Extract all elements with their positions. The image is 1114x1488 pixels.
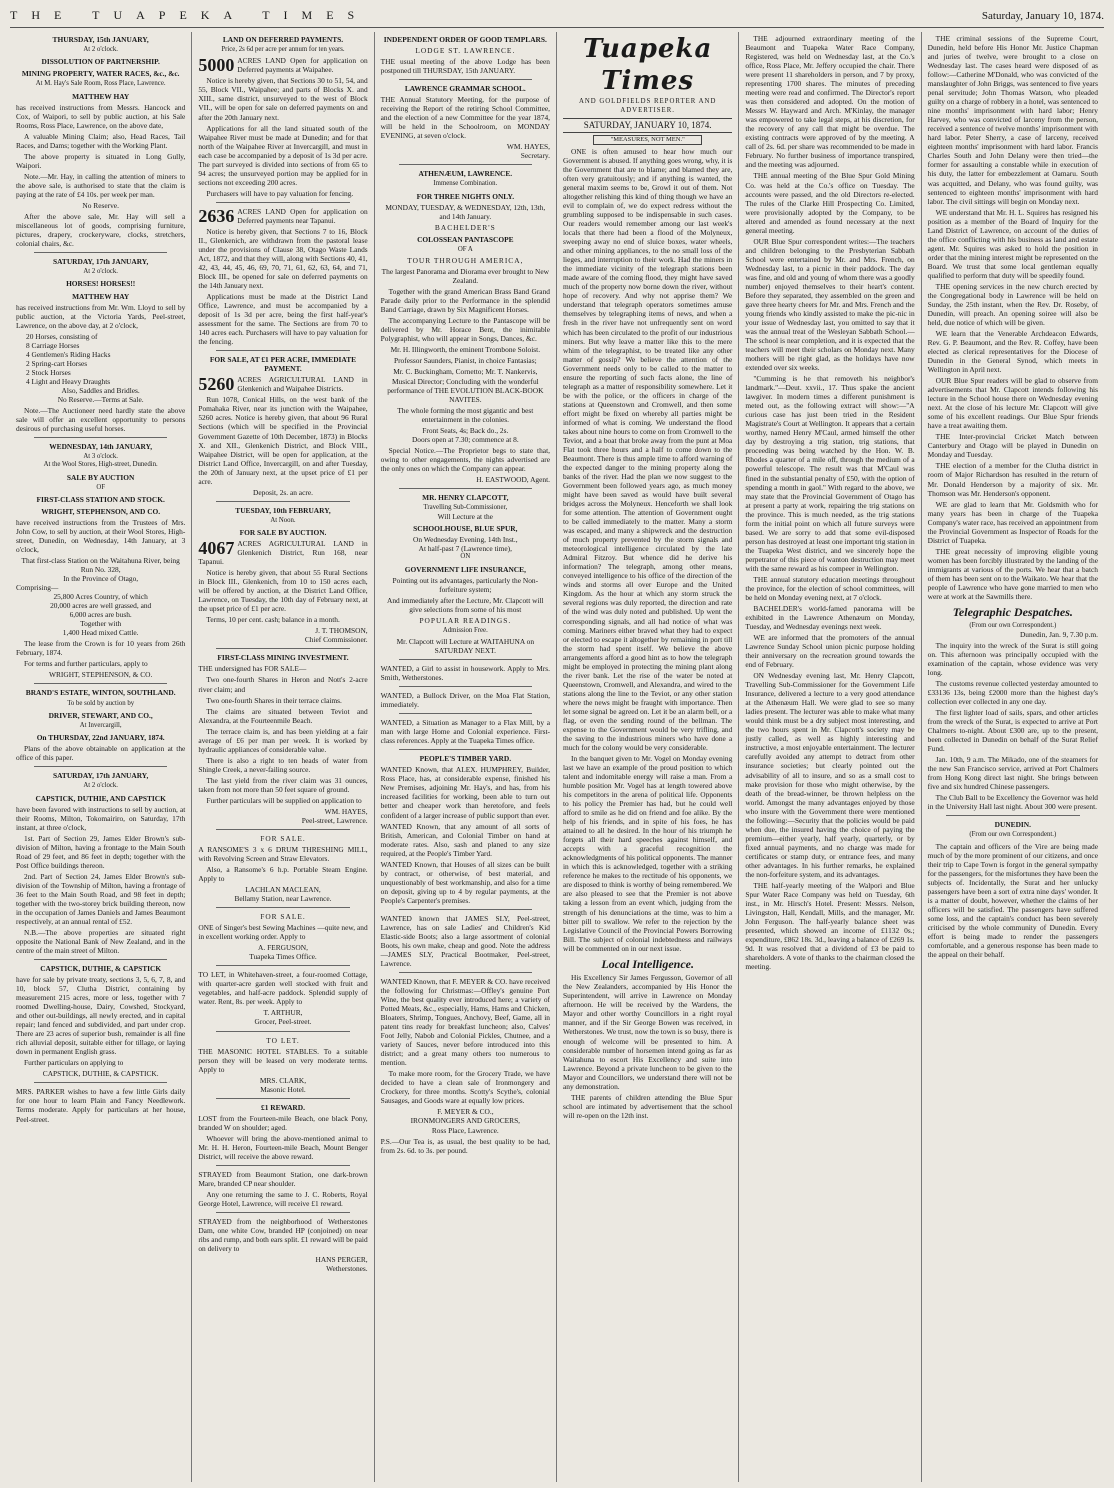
ad-headline: INDEPENDENT ORDER OF GOOD TEMPLARS. [383,35,547,44]
ad-subhead: Travelling Sub-Commissioner, [423,503,508,511]
divider [399,972,532,973]
ad-headline: £1 REWARD. [261,1102,305,1112]
motto: "MEASURES, NOT MEN." [593,135,702,145]
divider [399,488,532,489]
divider [216,829,349,830]
ad-headline: FOR THREE NIGHTS ONLY. [416,191,515,201]
ad-signature: Wetherstones. [326,1264,368,1274]
news-paragraph: THE half-yearly meeting of the Walpori and Blue Spur Water Race Company was held on Tuesday, 6th inst., in Mr. Hirsch's Hotel. Present: Messrs. Nelson, Livingston, Hall, Kendall, Mills, and the manager, Mr. John Ferguson. The half-yearly balance sheet was presented, which showed an income of £1132 0s.; expenditure, £862 18s. 3d., leaving a balance of £269 1s. 9d. It was resolved that a dividend of £3 be paid to shareholders. A vote of thanks to the chairman closed the meeting. [745,880,915,972]
auctioneer-name: MATTHEW HAY [72,291,130,301]
editorial-paragraph: ONE is often amused to hear how much our Government is abused. If anything goes wrong, why, it is the Government that are to blame; and blamed they are, often very gratuitously; and if anything is wanted, the general maxim seems to be, Growl it out of them. Not altogether relishing this kind of thing though we have an evil to complain of, we do expect redress without the grumbling supposed to be indispensable in such cases. Our readers would remember among our last week's locals that there had been a flood of the Molyneux, sweeping away no end of sluice boxes, water wheels, and other mining appliances, to the no small loss of the lieges, and interruption to their work. Had the miners in the immediate vicinity of the telegraph stations been made aware of the coming flood, they might have saved much of the property now borne down the river, without hope of recovery. And why not apprise them? We understand that telegraph operators sometimes amuse themselves by telegraphing items of news, and when a fresh in the river have not unfrequently sent on word which has been circulated to the profit of our industrious miners. But why leave a matter like this to the mere whim of the telegraphist, to be treated like any other matter of gossip? We believe the attention of the Government needs only to be called to the matter to ensure the reporting of such facts alone, the line of telegraph as a matter of responsibility somewhere. Let it be with the police, or the officers in charge of the stations at Queenstown and Cromwell, and then some effort might be fixed on whereby all parties might be informed of what is coming. We understand the flood takes about nine hours to come on from Cromwell to the Teviot, and a boat that broke away from the punt at Moa Flat took three hours and a half to come down to the Beaumont. There is thus ample time to afford warning of the expected danger to the mining property along the banks of the river. Had the plan we now suggest to the Government been followed years ago, as much money might have been saved as would have built several bridges across the Molyneux. Henceforth we shall look for some attention. The attention of Government ought to be called immediately to the matter. Many a storm was escaped, and many a shipwreck and the destruction of much property prevented by the storm signals and meteorological intelligence circulated by the late Admiral Fitzroy. But whence did he derive his information? The telegraph, among other means, conveyed intelligence to his office of the direction of the winds and storms all over Europe and the United Kingdom. As the hour at which any storm struck the several regions was duly reported, the direction and rate of the wind was duly noted and published. Up went the corresponding signals, and all had notice of what was coming. Mariners either braved what they had to expect or elected to escape it altogether by remaining in port till the storm had spent itself. We believe the above arrangements afford a good hint as to how the telegraph might be employed in protecting the mining plant along the river bank. Let the rise of the water be noted at Queenstown, Cromwell, and Alexandra, and wired to the stations along the line to the Teviot, or any other station where the news might be fraught with importance. Then let some signal be agreed on. Let it be an alarm bell, or a flag, or even the sending round of the bellman. The expense to the Government would be very trifling, and the saving to the industrious miners who have done a much for the colony would be very considerable. [562,146,733,752]
ad-body: Notice is hereby given, that Sections 7 to 16, Block II., Glenkenich, are withdrawn from the pastoral lease under the provisions of Clause 38, Otago Waste Lands Act, 1872, and that they will, along with Sections 40, 41, 42, 43, 44, 45, 46, 69, 70, 71, 61, 62, 63, 64, and 71, Block III., be opened for sale on deferred payments on the 14th January next. [198,226,368,291]
column-6 [922,32,1104,1482]
ad-body: Two one-fourth Shares in their terrace claims. [206,695,342,705]
divider [34,959,167,960]
news-paragraph: BACHELDER's world-famed panorama will be exhibited in the Lawrence Athenæum on Monday, Tuesday, and Wednesday evenings next week. [745,603,915,631]
ad-line: To be sold by auction by [67,699,135,707]
ad-body: have received instructions from the Trustees of Mrs. John Cow, to sell by auction, at their Wool Stores, High-street, Dunedin, on Wednesday, 14th January, at 3 o'clock, [16,517,186,555]
ad-subhead: Immense Combination. [433,180,498,188]
auctioneer-name: CAPSTICK, DUTHIE, AND CAPSTICK [35,793,166,803]
ad-body: WANTED, a Situation as Manager to a Flax Mill, by a man with large Home and Colonial experience. First-class references. Apply at the Tuapeka Times office. [380,718,550,746]
ad-line: 25,800 Acres Country, of which [53,592,148,602]
ad-lead: ACRES LAND Open for application on Deferred payments at Waipahee. [237,56,368,75]
auction-place: At the Wool Stores, High-street, Dunedin. [43,461,158,469]
ad-body: Notice is hereby given, that Sections 30 to 51, 54, and 55, Block VII., Waipahee; and parts of Blocks X. and XIII., same district, unsurveyed to the west of Block VII., will be open for sale on deferred payments on and after the 20th January next. [198,76,368,122]
news-paragraph: THE criminal sessions of the Supreme Court, Dunedin, held before His Honor Mr. Justice Chapman and juries of twelve, were brought to a close on Wednesday last. The cases heard were disposed of as follow:—Catherine M'Donald, who was convicted of the manslaughter of John Briggs, was sentenced to five years penal servitude; John Thomas Watson, who pleaded guilty on a charge of robbery in a hotel, was sentenced to nine months' imprisonment with hard labor; Henry Harvey, who was convicted of larceny from the person, received a sentence of twelve months' imprisonment with hard labor. Peter Sherry, a case of larceny, received eighteen months' imprisonment with hard labor. Francis Charles South and John Delany were then tried—the former for assaulting a constable while in execution of his duty, the latter for embezzlement at Oamaru. South was acquitted, and Delany, who was found guilty, was sentenced to eighteen months' imprisonment with hard labor. The civil sittings will begin on Monday next. [927,34,1098,206]
ad-body: The above property is situated in Long Gully, Waipori. [16,151,186,170]
ad-line: Front Seats, 4s; Back do., 2s. [422,425,509,435]
acreage-figure: 5000 [198,55,235,76]
list-item: 4 Gentlemen's Riding Hacks [26,349,111,359]
show-name: OF A [457,245,473,253]
acreage-figure: 4067 [198,538,235,559]
ad-line: Together with [80,619,122,629]
list-item: 20 Horses, consisting of [26,331,98,341]
ad-body: P.S.—Our Tea is, as usual, the best quality to be had, from 2s. 6d. to 3s. per pound. [380,1136,550,1155]
auction-date: TUESDAY, 10th FEBRUARY, [235,505,331,515]
page-masthead [10,8,1104,28]
ad-signature: Grocer, Peel-street. [254,1017,312,1027]
ad-body: TO LET, in Whitehaven-street, a four-roomed Cottage, with quarter-acre garden well stocked with fruit and vegetables, and half-acre paddock. Splendid supply of water. Rent, 8s. per week. Apply to [198,970,368,1007]
editorial-paragraph: In the banquet given to Mr. Vogel on Monday evening last we have an example of the proud position to which talent and indomitable energy will raise a man. From a humble position Mr. Vogel has at length towered above his competitors in the arena of political life. Opponents to his policy the Premier has had, but he could well afford to smile as he did on friend and foe alike. By the help of his friends, and in spite of his foes, he has attained to all he desired. In the hour of his triumph he forgets all their hard speeches against himself, and accepts with a graceful recognition the acknowledgments of his political opponents. The manner in which this is acknowledged, together with a striking reference he makes to the rectitude of his opponents, we are disposed to think is worthy of being remembered. We are also pleased to see that the Premier is not above taking a lesson from an event which, judging from the strength of his denunciations at the time, was to him a bitter pill to swallow. We refer to the rejection by the Legislative Council of the Provincial Powers Borrowing Bill. The subject of colonial indebtedness and railways will be commented on in our next issue. [562,753,733,953]
ad-body: The lease from the Crown is for 10 years from 26th February, 1874. [16,639,186,658]
ad-body: THE Annual Statutory Meeting, for the purpose of receiving the Report of the retiring School Committee, and the election of a new Committee for the year 1874, will be held in the Schoolroom, on MONDAY EVENING, at seven o'clock. [380,95,550,141]
column-4 [557,32,739,1482]
ad-signature: Tuapeka Times Office. [249,952,317,962]
ad-signature: Bellamy Station, near Lawrence. [234,894,332,904]
columns [10,32,1104,1482]
auction-place: At Invercargill, [79,721,122,729]
ad-signature: F. MEYER & CO., [437,1107,494,1117]
ad-body: STRAYED from the neighborhood of Wetherstones Dam, one white Cow, branded HP (conjoined) on near ribs and rump, and both ears split. £1 reward will be paid on delivery to [198,1217,368,1254]
ad-line: In the Province of Otago, [63,574,139,584]
news-paragraph: THE great necessity of improving eligible young women has been forcibly illustrated by the landing of the immigrants at various of the ports. We hear that a batch of them has been sent on to the Waikato. We hear that the people of Lawrence who have gone married to men who were at work at the Sawmills there. [927,546,1098,601]
auction-time: At 2 o'clock. [83,782,118,790]
show-name: BACHELDER'S [434,222,496,232]
newspaper-subtitle: AND GOLDFIELDS REPORTER AND ADVERTISER. [578,98,717,114]
ad-headline: TO LET. [266,1035,300,1045]
telegram-paragraph: The first lighter load of sails, spars, and other articles from the wreck of the Surat, is expected to arrive at Port Chalmers to-night. About £300 are, up to the present, been collected in Dunedin on behalf of the Surat Relief Fund. [927,708,1098,754]
ad-headline: FOR SALE BY AUCTION. [239,528,327,538]
divider [399,659,532,660]
ad-line: That first-class Station on the Waitahuna River, being Run No. 328, [21,556,180,575]
ad-line: Doors open at 7.30; commence at 8. [411,434,519,444]
auction-time: At 3 o'clock. [83,453,118,460]
ad-body: WANTED Known, that F. MEYER & CO. have received the following for Christmas:—Offley's genuine Port Wine, the best quality ever introduced here; a variety of Potted Meats, &c., especially, Hams, Hams and Chicken, Bloaters, Shrimp, Tongues, Anchovy, Beef, Game, all in patent tins ready for breakfast luncheon; also, Calves' Foot Jelly, Nabob and Colonial Pickles, Chutnee, and a variety of Sauces, never before introduced into this district; and a great many others too numerous to mention. [380,977,550,1068]
divider [34,683,167,684]
ad-line: MONDAY, TUESDAY, & WEDNESDAY, 12th, 13th, and 14th January. [385,202,546,221]
news-paragraph: THE opening services in the new church erected by the Congregational body in Lawrence will be held on Sunday, the 25th instant, when the Rev. Dr. Roseby, of Dunedin, will preach. An opening soiree will also be held, due notice of which will be given. [927,281,1098,327]
ad-body: LOST from the Fourteen-mile Beach, one black Pony, branded W on shoulder; aged. [198,1113,368,1132]
ad-body: Purchasers will have to pay valuation for fencing. [206,188,354,198]
issue-date: Saturday, January 10, 1874. [981,10,1104,22]
ad-signature: WM. HAYES, [324,806,368,816]
ad-body: Terms, 10 per cent. cash; balance in a month. [206,615,340,625]
auction-date: SATURDAY, 17th JANUARY, [53,257,149,267]
ad-body: A valuable Mining Claim; also, Head Races, Tail Races, and Dams; together with the Working Plant. [16,131,186,150]
ad-headline: POPULAR READINGS. [419,615,512,625]
ad-body: THE usual meeting of the above Lodge has been postponed till THURSDAY, 15th JANUARY. [380,57,550,76]
correspondent-note: (From our own Correspondent.) [969,621,1057,629]
ad-headline: SCHOOLHOUSE, BLUE SPUR, [413,524,518,534]
auction-headline: OF [96,483,106,491]
ad-body: Pointing out its advantages, particularly the Non-forfeiture system; [392,575,539,594]
news-paragraph: ON Wednesday evening last, Mr. Henry Clapcott, Travelling Sub-Commissioner for the Government Life Insurance, delivered a lecture to a very good attendance at the Athenæum Hall. We were glad to see so many ladies present. The lecturer was able to make what many would think must be a dry subject most interesting, and the two hours spent in Mr. Clapcott's society may be justly called, as well as highly interesting and instructive, a most enjoyable entertainment. The lecturer carefully avoided any attempt to detract from other insurance societies; but clearly pointed out the advisability of all to insure, and so as a small cost to make provision for those who might otherwise, by the death of the bread-winner, be thrown helpless on the world. Amongst the many advantages enjoyed by those who insure with the Government there were mentioned the following:—Security that the policies would be paid when due, the insured having the choice of paying the premium—either yearly, half yearly, quarterly, or by fixed annual payments, and no charge was made for certificates or stamp duty, or entrance fees, and many other advantages. In his further remarks, he explained the non-forfeiture system, and its advantages. [745,671,915,879]
divider [34,1082,167,1083]
ad-signature: LACHLAN MACLEAN, [245,885,321,895]
ad-headline: GOVERNMENT LIFE INSURANCE, [404,564,526,574]
ad-signature: WM. HAYES, [506,142,550,152]
dateline: Dunedin, Jan. 9, 7.30 p.m. [1019,629,1098,639]
news-paragraph: His Excellency Sir James Fergusson, Governor of all the New Zealanders, accompanied by His Honor the Superintendent, will arrive in Lawrence on Monday afternoon. He will be received by the Wardens, the Mayor and other worthy Councillors in a right royal manner, and if the Sir George Bowen was received, in Wetherstones. We trust, now the town is so busy, there is enough of welcome will be presented to him. A considerable number of horsemen intend going as far as Waitahuna to escort His Excellency and suite into Lawrence. Beyond a private luncheon to be given to the Mayor and Councillors, we understand there will not be any demonstration. [562,973,733,1091]
ad-signature: HANS PERGER, [315,1255,368,1265]
ad-signature: T. ARTHUR, [263,1008,303,1018]
ad-body: WANTED Known, that any amount of all sorts of British, American, and Colonial Timber on hand at moderate rates. Also, sash and planed to any size required, at the People's Timber Yard. [380,821,550,858]
ad-note: Also, Saddles and Bridles. [61,385,140,395]
section-heading: Local Intelligence. [601,956,694,971]
auctioneer-name: WRIGHT, STEPHENSON, AND CO. [41,506,161,516]
section-heading: Telegraphic Despatches. [952,604,1073,619]
auction-headline: MINING PROPERTY, WATER RACES, &c., &c. [21,69,180,79]
ad-body: Plans of the above obtainable on application at the office of this paper. [16,744,186,763]
auction-place: At M. Hay's Sale Room, Ross Place, Lawrence. [35,80,166,88]
ad-line: Will Lecture at the [437,512,493,522]
item-list [16,332,185,386]
auctioneer-name: DRIVER, STEWART, AND CO., [48,710,153,720]
divider [399,79,532,80]
ad-headline: FOR SALE. [260,833,306,843]
ad-signature: Chief Commissioner. [304,635,368,645]
news-paragraph: THE annual statutory education meetings throughout the province, for the election of school committees, will be held on Monday evening next, at 7 o'clock. [745,574,915,602]
leader-date: SATURDAY, JANUARY 10, 1874. [563,118,732,133]
ad-line: 1,400 Head mixed Cattle. [62,628,139,638]
ad-body: There is also a right to ten heads of water from Shingle Creek, a never-failing source. [198,755,368,774]
ad-body: Whoever will bring the above-mentioned animal to Mr. H. H. Heron, Fourteen-mile Beach, Mount Benger District, will receive the above reward. [198,1133,368,1161]
ad-headline: LAND ON DEFERRED PAYMENTS. [222,35,344,44]
ad-lead: ACRES AGRICULTURAL LAND in Glenkenich and Waipahee Districts. [237,375,368,394]
ad-body: 1st. Part of Section 29, James Elder Brown's sub-division of Milton, having a frontage to the Main South Road of 29 feet, and 86 feet in depth; together with the Post Office buildings thereon. [16,833,186,870]
ad-headline: FIRST-CLASS MINING INVESTMENT. [217,653,349,663]
ad-line: At half-past 7 (Lawrence time), [418,544,512,554]
telegram-paragraph: The Club Ball to be Excellency the Governor was held in the University Hall last night. About 300 were present. [927,793,1098,812]
acreage-figure: 2636 [198,205,235,226]
ad-headline: MR. HENRY CLAPCOTT, [422,492,509,502]
list-item: 8 Carriage Horses [26,340,80,350]
telegram-paragraph: The inquiry into the wreck of the Surat is still going on. This afternoon was principally occupied with the examination of the captain, whose evidence was very long. [927,640,1098,677]
ad-headline: LAWRENCE GRAMMAR SCHOOL. [404,84,526,94]
news-paragraph: "Cumming is he that removeth his neighbor's landmark."—Deut. xxvii., 17. Thus spake the ancient lawgiver. In modern times a different punishment is meted out, as the following extract will show:—"A curious case has just been tried in the Resident Magistrate's Court at Wellington. It appears that a certain worthy, named Henry M'Caul, armed himself the other day by destroying a trig station, trig stations, that proceeding was being watched by the Hon. W. B. Rhodes a quarter of a mile off, through the medium of a powerful telescope. The result was that M'Caul was fined in the substantial penalty of £50, with the option of spending a month in gaol." With regard to the above, we may state that the Provincial Government of Otago has at present a party at work, repairing the trig stations on the province. This is much needed, as the trig stations form the initial point on which all future surveys were based. We are sorry to add that some evil-disposed person has destroyed at least one important trig station in the Tuapeka West district, and we sincerely hope the perpetrator of this piece of wanton destruction may meet with the same reward as his compeer in Wellington. [745,374,915,573]
ad-headline: FOR SALE, AT £1 PER ACRE, IMMEDIATE PAYMENT. [209,355,357,374]
ad-subhead: LODGE ST. LAWRENCE. [415,46,516,56]
divider [216,350,349,351]
ad-body: has received instructions from Mr. Wm. Lloyd to sell by public auction, at the Victoria Yards, Peel-street, Lawrence, on the above day, at 2 o'clock, [16,302,186,330]
divider [399,749,532,750]
divider [399,909,532,910]
ad-line: 6,000 acres are bush. [69,610,132,620]
ad-body: Applications for all the land situated south of the Waipahee River must be made at Dunedin; and for that north of the Waipahee River at Invercargill, and must in each case be accompanied by a deposit of 1s 3d per acre. The part surveyed is divided into sections of from 65 to 94 acres; the unsurveyed portion may be applied for in sections not exceeding 200 acres. [198,123,368,187]
ad-line: 20,000 acres are well grassed, and [50,601,152,611]
ad-body: The last yield from the river claim was 31 ounces, taken from not more than 50 feet square of ground. [198,775,368,794]
ad-body: The claims are situated between Teviot and Alexandra, at the Fourteenmile Beach. [198,706,368,725]
ad-body: Two one-fourth Shares in Heron and Nott's 2-acre river claim; and [198,675,368,694]
ad-body: ONE of Singer's best Sewing Machines —quite new, and in excellent working order. Apply to [198,923,368,942]
ad-headline: FOR SALE. [260,912,306,922]
news-paragraph: WE learn that the Venerable Archdeacon Edwards, Rev. G. P. Beaumont, and the Rev. R. Coffey, have been elected as clerical representatives for the Diocese of Dunedin in the General Synod, which meets in Wellington in April next. [927,329,1098,375]
ad-body: WANTED, a Girl to assist in housework. Apply to Mrs. Smith, Wetherstones. [380,664,550,683]
ad-body: The largest Panorama and Diorama ever brought to New Zealand. [381,267,549,286]
divider [216,1212,349,1213]
news-paragraph: OUR Blue Spur correspondent writes:—The teachers and children belonging to the Presbyterian Sabbath School were entertained by Mr. and Mrs. French, on Wednesday last, to a picnic in their paddock. The day was fine, and old and young of whom there was a goodly number) enjoyed themselves to their heart's content. Before they separated, they assembled on the green and gave three hearty cheers for Mr. and Mrs. French and the young friends who kindly assisted to make the pic-nic in your issue of Wednesday last, you omitted to say that it was the annual treat of the Wesleyan Sabbath School.—The school is near completion, and it is expected that the teachers will meet their scholars on Monday next. Many mothers will be right glad, as the holidays have now extended over six weeks. [745,236,915,373]
auction-time: At 2 o'clock. [83,46,118,54]
ad-note: No Reserve.—Terms at Sale. [57,394,144,404]
auction-headline: SALE BY AUCTION [66,472,135,482]
telegram-paragraph: The customs revenue collected yesterday amounted to £33136 13s, being £2000 more than the highest day's collection ever collected in any one day. [927,678,1098,707]
ad-body: WANTED Known, that ALEX. HUMPHREY, Builder, Ross Place, has, at considerable expense, finished his New Premises, adjoining Mr. Hay's, and has, from his increased facilities for working, been able to turn out better and cheaper work than heretofore, and feels confident of a larger increase of public support than ever. [380,765,550,820]
divider [216,501,349,502]
ad-body: Any one returning the same to J. C. Roberts, Royal George Hotel, Lawrence, will receive £1 reward. [198,1189,368,1208]
ad-body: have for sale by private treaty, sections 3, 5, 6, 7, 8, and 10, block 57, Clutha District, containing by measurement 215 acres, more or less, together with 7 roomed Dwelling-house, Dairy, Cowshed, Stockyard, and other out-buildings, all newly erected, and in capital repair; land fenced and subdivided, and part under crop. There are 23 acres of superior bush, remainder is all fine rich alluvial deposit, suitable either for tillage, or laying down in permanent English grass. [16,975,186,1057]
auction-date: WEDNESDAY, 14th JANUARY, [49,441,153,451]
divider [216,648,349,649]
ad-body: Note.—The Auctioneer need hardly state the above sale will offer an excellent opportunity to persons desirous of purchasing useful horses. [16,405,186,433]
auction-headline: HORSES! HORSES!! [66,279,136,289]
newspaper-title: Tuapeka Times [583,34,713,96]
ad-signature: CAPSTICK, DUTHIE, & CAPSTICK. [42,1069,159,1079]
column-1 [10,32,192,1482]
news-paragraph: WE are glad to learn that Mr. Goldsmith who for many years has been in charge of the Tuapeka Company's water race, has received an appointment from the Provincial Government as Inspector of Roads for the District of Tuapeka. [927,499,1098,545]
ad-signature: Secretary. [520,151,550,161]
ad-body: THE undersigned has FOR SALE— [198,664,307,674]
ad-body: WANTED known that JAMES SLY, Peel-street, Lawrence, has on sale Ladies' and Children's Kid Elastic-side Boots; also a large assortment of colonial Boots, his own make, cheap and good. Note the address—JAMES SLY, Practical Bootmaker, Peel-street, Lawrence. [380,913,550,968]
ad-line: Deposit, 2s. an acre. [253,487,313,497]
ad-note: No Reserve. [82,201,119,210]
ad-body: Note.—Mr. Hay, in calling the attention of miners to the above sale, is authorised to state that the claim is paying at the rate of £4 10s. per week per man. [16,171,186,199]
auction-time: At 2 o'clock. [83,268,118,276]
divider [34,437,167,438]
list-item: 2 Stock Horses [26,367,71,377]
news-paragraph: THE adjourned extraordinary meeting of the Beaumont and Tuapeka Water Race Company, Registered, was held on Wednesday last, at the Co.'s office, Ross Place, Mr. Jeffery occupied the chair. There were present 11 shareholders in person, and 7 by proxy, representing 1700 shares. The minutes of preceding meeting were read and confirmed. The Director's report was then considered and adopted. On the motion of Messrs W. Hayward and Arch. M'Kinlay, the manager was empowered to take legal steps, at his discretion, for the recovery of any call that might be overdue. The existing contracts were approved of by the meeting. A call of 2s. 6d. per share was recommended to be made in February. No further business of importance transpired, and the meeting was adjourned. [745,34,915,170]
show-name: COLOSSEAN PANTASCOPE [417,234,514,244]
ad-body: After the above sale, Mr. Hay will sell a miscellaneous lot of goods, comprising furniture, pictures, drapery, crockeryware, clocks, stretchers, colonial chairs, &c. [16,212,186,249]
divider [216,965,349,966]
ad-signature: J. T. THOMSON, [315,626,368,636]
news-paragraph: WE are informed that the promoters of the annual Lawrence Sunday School union picnic purpose holding their anniversary on the recreation ground towards the end of February. [745,633,915,670]
auctioneer-name: CAPSTICK, DUTHIE, & CAPSTICK [40,964,162,974]
ad-body: MRS. PARKER wishes to have a few little Girls daily for one hour to learn Plain and Fancy Needlework. Terms moderate. Apply for particulars at her house, Peel-street. [16,1087,186,1124]
ad-body: The accompanying Lecture to the Pantascope will be delivered by Mr. Horace Bent, the inimitable Polygraphist, who will appear in Songs, Dances, &c. [380,316,550,344]
list-item: 2 Spring-cart Horses [26,358,88,368]
ad-body: Mr. H. Illingworth, the eminent Trombone Soloist. [390,345,541,355]
show-name: TOUR THROUGH AMERICA, [407,256,524,266]
ad-signature: MRS. CLARK, [259,1075,307,1085]
ad-body: To make more room, for the Grocery Trade, we have decided to have a clean sale of Ironmongery and Crockery, for three months. Scotty's Scythe's, colonial Sausages, and Goods ware at equally low prices. [380,1069,550,1106]
ad-body: THE MASONIC HOTEL STABLES. To a suitable person they will be leased on very moderate terms. Apply to [198,1046,368,1074]
section-heading: DUNEDIN. [994,820,1031,830]
ad-lead: ACRES AGRICULTURAL LAND in Glenkenich District, Run 168, near Tapanui. [198,539,368,567]
ad-signature: H. EASTWOOD, Agent. [476,474,550,484]
auction-date: On THURSDAY, 22nd JANUARY, 1874. [36,733,165,743]
ad-line: Price, 2s 6d per acre per annum for ten years. [221,46,345,54]
divider [216,907,349,908]
ad-body: have been favored with instructions to sell by auction, at their Rooms, Milton, Tokomairiro, on Saturday, 17th instant, at three o'clock, [16,804,186,832]
ad-headline: PEOPLE'S TIMBER YARD. [419,754,512,764]
ad-signature: Peel-street, Lawrence. [301,815,368,825]
ad-body: Also, a Ransome's 6 h.p. Portable Steam Engine. Apply to [198,865,368,884]
ad-body: Run 1078, Conical Hills, on the west bank of the Pomahaka River, near its junction with the Waipahee, 5260 acres. Notice is hereby given, that about 96 Rural Sections (which will be specified in the Provincial Government Gazette of 10th December, 1873) in Blocks X. and XII., Glenkenich District, and Block VIII., Waipahee District, will be open for application, at the District Land Office, Invercargill, on and after Tuesday, the 20th of January next, at the upset price of £1 per acre. [198,395,368,486]
ad-body: Mr. Clapcott will Lecture at WAITAHUNA on SATURDAY NEXT. [396,637,535,656]
news-paragraph: THE Inter-provincial Cricket Match between Canterbury and Otago will be played in Dunedin on Monday and Tuesday. [927,432,1098,460]
ad-body: has received instructions from Messrs. Hancock and Cox, of Waipori, to sell by public auction, at his Sale Rooms, Ross Place, Lawrence, on the above date, [16,102,186,130]
ad-body: WANTED Known, that Houses of all sizes can be built by contract, or otherwise, of best material, and unquestionably of best workmanship, and also for a time on deposit, giving up to 4 by regular payments, at the People's Carpenter's premises. [380,859,550,905]
ad-headline: ATHENÆUM, LAWRENCE. [418,169,513,179]
ad-body: Together with the grand American Brass Band Grand Parade daily prior to the Performance in the splendid Band Carriage, drawn by Six Magnificent Horses. [380,287,550,315]
divider [399,686,532,687]
ad-body: 2nd. Part of Section 24, James Elder Brown's sub-division of the Township of Milton, having a frontage of 36 feet to the Main South Road, and 98 feet in depth; together with the two-storey brick building thereon, now in the occupation of James Daniels and James Beaumont respectively, at an annual rental of £52. [16,871,186,926]
paper-running-title: THE TUAPEKA TIMES [10,8,369,22]
ad-signature: A. FERGUSON, [258,943,308,953]
auction-headline: FIRST-CLASS STATION AND STOCK. [36,494,165,504]
ad-body: Mr. C. Buckingham, Cornetto; Mr. T. Nankervis, Musical Director; Concluding with the wonderful performance of THE EVOLUTION BLACK-BOOK NAVITES. [387,367,544,404]
column-2 [192,32,374,1482]
ad-signature: WRIGHT, STEPHENSON, & CO. [48,670,153,680]
ad-signature: Masonic Hotel. [260,1084,306,1094]
ad-body: WANTED, a Bullock Driver, on the Moa Flat Station, immediately. [380,691,550,710]
ad-body: Notice is hereby given, that about 55 Rural Sections in Block III., Glenkenich, from 10 to 150 acres each, will be offered by auction, at the District Land Office, Lawrence, on Tuesday, the 10th day of February next, at the upset price of £1 per acre. [198,568,368,614]
divider [216,1031,349,1032]
ad-line: On Wednesday Evening, 14th Inst., [413,535,518,545]
list-item: 4 Light and Heavy Draughts [26,376,111,386]
ad-line: Admission Free. [442,626,488,634]
divider [216,1165,349,1166]
ad-signature: IRONMONGERS AND GROCERS, [410,1116,521,1126]
ad-body: N.B.—The above properties are situated right opposite the National Bank of New Zealand, and in the centre of the main street of Milton. [16,927,186,955]
ad-body: Further particulars will be supplied on application to [206,795,362,805]
correspondent-note: (From our own Correspondent.) [969,831,1057,839]
ad-lead: ACRES LAND Open for application on Deferred payments near Tapanui. [237,206,368,225]
ad-line: Comprising— [16,583,59,593]
telegram-paragraph: Jan. 10th, 9 a.m. The Mikado, one of the steamers for the new San Francisco service, arrived at Port Chalmers from Hong Kong direct last night. She brings between five and six hundred Chinese passengers. [927,755,1098,792]
auction-headline: DISSOLUTION OF PARTNERSHIP. [41,57,160,67]
column-3 [375,32,557,1482]
divider [34,252,167,253]
news-paragraph: WE understand that Mr. H. L. Squires has resigned his position as a member of the Board of Inquiry for the Land District of Lawrence, on account of the duties of the office conflicting with his business as land and estate agent. Mr. Squires was asked to hold the position in order that the mining interest might be represented on the Board. We trust that some local gentleman equally qualified to perform that duty will be speedily found. [927,207,1098,280]
divider [216,202,349,203]
ad-body: Special Notice.—The Proprietor begs to state that, owing to other engagements, the nights advertised are the only ones on which the Company can appear. [380,445,550,473]
acreage-figure: 5260 [198,374,235,395]
auction-time: At Noon. [270,516,296,524]
divider [946,815,1080,816]
divider [34,766,167,767]
news-paragraph: THE annual meeting of the Blue Spur Gold Mining Co. was held at the Co.'s office on Tuesday. The accounts were passed, and the old Directors re-elected. The rules of the Clarke Hill Prospecting Co. Limited, were provisionally adopted by the Company, to be altered and amended as found necessary at the next general meeting. [745,171,915,235]
ad-body: The whole forming the most gigantic and best entertainment in the colonies. [397,405,534,424]
divider [399,164,532,165]
auction-date: SATURDAY, 17th JANUARY, [53,771,149,781]
ad-body: A RANSOME'S 3 x 6 DRUM THRESHING MILL, with Revolving Screen and Straw Elevators. [198,844,368,863]
auction-headline: BRAND'S ESTATE, WINTON, SOUTHLAND. [25,688,176,698]
ad-body: Professor Saunders, Pianist, in choice Fantasias; [393,356,537,366]
ad-body: And immediately after the Lecture, Mr. Clapcott will give selections from some of his most [387,595,544,614]
news-paragraph: THE election of a member for the Clutha district in room of Major Richardson has resulted in the return of Mr. Donald Henderson by a majority of six. Mr. Thomson was Mr. Henderson's opponent. [927,461,1098,498]
column-5 [739,32,921,1482]
divider [216,1098,349,1099]
news-paragraph: OUR Blue Spur readers will be glad to observe from advertisements that Mr. Clapcott intends following his lecture in the School house there on Wednesday evening next. At the close of his lecture Mr. Clapcott will give some of his excellent readings. Our Blue Spur friends have a treat awaiting them. [927,376,1098,431]
auctioneer-name: MATTHEW HAY [72,91,130,101]
divider [399,713,532,714]
ad-signature: Ross Place, Lawrence. [431,1125,499,1135]
news-paragraph: THE parents of children attending the Blue Spur school are intimated by advertisement that the school will re-open on the 12th inst. [562,1092,733,1120]
ad-body: The terrace claim is, and has been yielding at a fair average of £6 per man per week. It is worked by hydraulic appliances of considerable value. [198,726,368,754]
ad-body: For terms and further particulars, apply to [24,659,148,669]
news-paragraph: The captain and officers of the Vire are being made much of by the more prominent of our citizens, and once their trip to Cape Town is forgot in the general sympathy for the passengers, for the misfortunes they have been the subjects of. Incidentally, the Surat and her unlucky passengers have been a sort of extra nine days' wonder. It is a matter of doubt, however, whether the claims of her officers will be satisfied. The passengers have suffered some loss, and the captain's conduct has been severely criticised by the whole community of Dunedin. Every effort is being made to render the passengers comfortable, and a generous response has been made to the appeal on their behalf. [927,841,1098,960]
auction-date: THURSDAY, 15th JANUARY, [52,35,149,44]
ad-line: ON [460,553,471,561]
ad-body: STRAYED from Beaumont Station, one dark-brown Mare, branded CP near shoulder. [198,1169,368,1188]
ad-body: Applications must be made at the District Land Office, Lawrence, and must be accompanied by a deposit of 1s 3d per acre, being the first half-year's assessment for the same. The Sections are from 70 to 140 acres each. Purchasers will have to pay valuation for the fencing. [198,292,368,347]
ad-body: Further particulars on applying to [24,1058,124,1068]
